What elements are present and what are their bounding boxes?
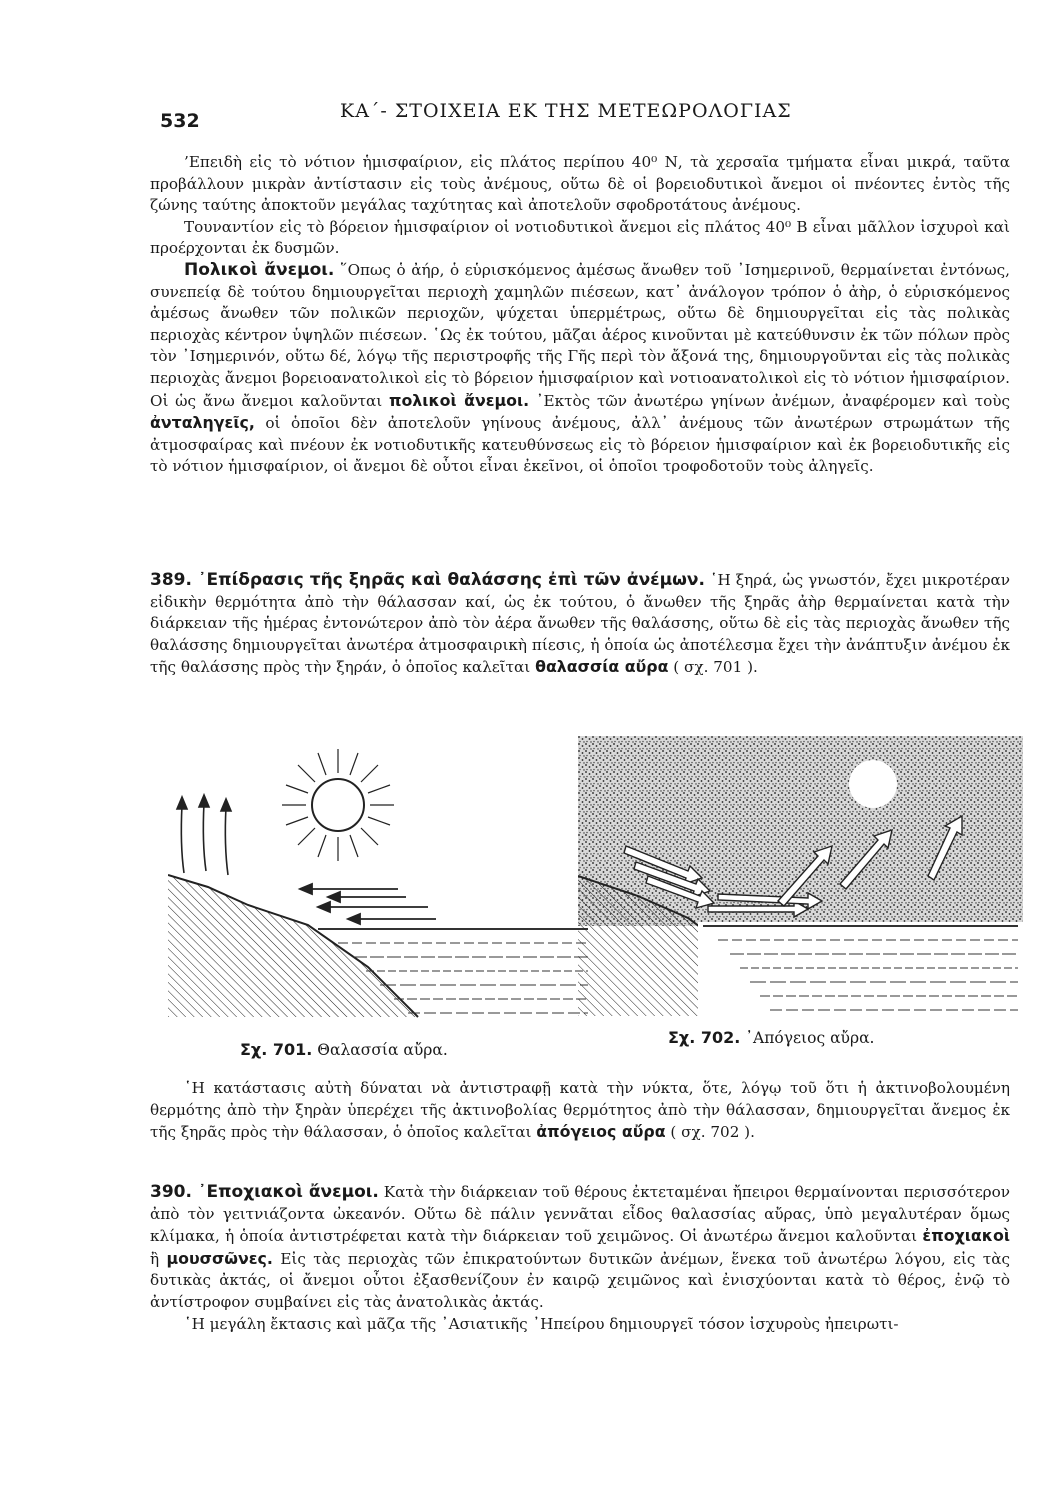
figure-701-title: Θαλασσία αὔρα. [312, 1041, 448, 1059]
page-header [160, 100, 1020, 130]
section-389-ref: ( σχ. 701 ). [668, 658, 758, 677]
land-breeze-text [150, 1078, 1010, 1144]
polar-text-3: οἱ ὁποῖοι δὲν ἀποτελοῦν γηίνους ἀνέμους, ἀλλ᾿ ἀνέμους τῶν ἀνωτέρων στρωμάτων τῆς ἀτμοσφαίρας καὶ πνέουν ἐκ νοτιοδυτικῆς κατευθύνσεως εἰς τὸ βόρειον ἡμισφαίριον καὶ ἐκ βορειοδυτικῆς εἰς τὸ νότιον ἡμισφαίριον, οἱ ἄνεμοι δὲ οὗτοι εἶναι ἐκεῖνοι, οἱ ὁποῖοι τροφοδοτοῦν τοὺς ἀληγεῖς. [150, 414, 1010, 476]
figure-701-number: Σχ. 701. [240, 1040, 313, 1059]
paragraph-northern-hemisphere: Τουναντίον εἰς τὸ βόρειον ἡμισφαίριον οἱ νοτιοδυτικοὶ ἄνεμοι εἰς πλάτος 40⁰ Β εἶναι μᾶλλον ἰσχυροὶ καὶ προέρχονται ἐκ δυσμῶν. [150, 217, 1010, 258]
seasonal-winds-term: ἐποχιακοὶ [922, 1226, 1010, 1246]
section-390-text-1: Κατὰ τὴν διάρκειαν τοῦ θέρους ἐκτεταμέναι ἤπειροι θερμαίνονται περισσότερον ἀπὸ τὸν γειτνιάζοντα ὠκεανόν. Οὕτω δὲ πάλιν γεννᾶται εἶδος θαλασσίας αὔρας, ὑπὸ μεγαλυτέραν ὅμως κλίμακα, ἡ ὁποία ἀντιστρέφεται κατὰ τὴν διάρκειαν τοῦ χειμῶνος. Οἱ ἀνωτέρω ἄνεμοι καλοῦνται [150, 1183, 1010, 1246]
paragraph-polar-winds [150, 260, 1010, 478]
land-breeze-term: ἀπόγειος αὔρα [536, 1122, 666, 1142]
figure-702-number: Σχ. 702. [668, 1028, 741, 1047]
sun-icon [282, 749, 394, 861]
section-390-heading: 390. ᾿Εποχιακοὶ ἄνεμοι. [150, 1182, 379, 1202]
section-390-mid: ἢ [150, 1249, 167, 1268]
paragraph-asian-continent: ῾Η μεγάλη ἔκτασις καὶ μᾶζα τῆς ᾿Ασιατικῆς ᾿Ηπείρου δημιουργεῖ τόσον ἰσχυροὺς ἠπειρωτι- [184, 1314, 899, 1333]
section-389-heading: 389. ᾿Επίδρασις τῆς ξηρᾶς καὶ θαλάσσης ἐπὶ τῶν ἀνέμων. [150, 570, 705, 590]
sea-surface [698, 922, 1023, 1021]
running-head: ΚΑ΄- ΣΤΟΙΧΕΙΑ ΕΚ ΤΗΣ ΜΕΤΕΩΡΟΛΟΓΙΑΣ [340, 100, 792, 122]
antitrade-term: ἀνταληγεῖς, [150, 413, 255, 433]
paragraph-monsoons [150, 1182, 1010, 1314]
figure-702-title: ᾿Απόγειος αὔρα. [740, 1029, 875, 1047]
land-breeze-ref: ( σχ. 702 ). [665, 1123, 755, 1142]
figure-701-caption [240, 1040, 448, 1059]
paragraph-sea-breeze [150, 570, 1010, 679]
figure-702-land-breeze [578, 736, 1023, 1021]
sea-breeze-arrows [300, 884, 436, 924]
paragraph-southern-hemisphere: ’Επειδὴ εἰς τὸ νότιον ἡμισφαίριον, εἰς πλάτος περίπου 40⁰ Ν, τὰ χερσαῖα τμήματα εἶναι μικρά, ταῦτα προβάλλουν μικρὰν ἀντίστασιν εἰς τοὺς ἀνέμους, οὕτω δὲ οἱ βορειοδυτικοὶ ἄνεμοι οἱ πνέοντες ἐντὸς τῆς ζώνης ταύτης ἀποκτοῦν μεγάλας ταχύτητας καὶ ἀποτελοῦν σφοδροτάτους ἀνέμους. [150, 153, 1010, 215]
section-389 [150, 570, 1010, 679]
paragraph-land-breeze [150, 1078, 1010, 1144]
section-389-text: ῾Η ξηρά, ὡς γνωστόν, ἔχει μικροτέραν εἰδικὴν θερμότητα ἀπὸ τὴν θάλασσαν καί, ὡς ἐκ τούτου, ὁ ἄνωθεν τῆς ξηρᾶς ἀὴρ θερμαίνεται κατὰ τὴν διάρκειαν τῆς ἡμέρας ἐντονώτερον ἀπὸ τὸν ἀέρα ἄνωθεν τῆς θαλάσσης, οὕτω δὲ εἰς τὰς περιοχὰς ἄνωθεν τῆς θαλάσσης δημιουργεῖται ἀνωτέρα ἀτμοσφαιρικὴ πίεσις, ἡ ὁποία ὡς ἀποτέλεσμα ἔχει τὴν ἀνάπτυξιν ἀνέμου ἐκ τῆς θαλάσσης πρὸς τὴν ξηράν, ὁ ὁποῖος καλεῖται [150, 571, 1011, 677]
section-390 [150, 1182, 1010, 1335]
polar-winds-term: πολικοὶ ἄνεμοι. [388, 390, 530, 410]
figure-701-sea-breeze [168, 745, 598, 1025]
rising-air-arrows [177, 795, 231, 875]
section-390-text-2: Εἰς τὰς περιοχὰς τῶν ἐπικρατούντων δυτικῶν ἀνέμων, ἕνεκα τοῦ ἀνωτέρω λόγου, εἰς τὰς δυτικὰς ἀκτάς, οἱ ἄνεμοι οὗτοι ἐξασθενίζουν ἐν καιρῷ χειμῶνος καὶ ἐνισχύονται κατὰ τὸ θέρος, ἐνῷ τὸ ἀντίστροφον συμβαίνει εἰς τὰς ἀνατολικὰς ἀκτάς. [150, 1249, 1010, 1311]
polar-text-1: ῞Οπως ὁ ἀήρ, ὁ εὑρισκόμενος ἀμέσως ἄνωθεν τοῦ ᾿Ισημερινοῦ, θερμαίνεται ἐντόνως, συνεπείᾳ δὲ τούτου δημιουργεῖται περιοχὴ χαμηλῶν πιέσεων, κατ᾿ ἀνάλογον τρόπον ὁ ἀὴρ, ὁ εὑρισκόμενος ἀμέσως ἄνωθεν τῶν πολικῶν περιοχῶν, ψύχεται ὑπερμέτρως, οὕτω δὲ δημιουργεῖται εἰς τὰς πολικὰς περιοχὰς κέντρον ὑψηλῶν πιέσεων. ῾Ως ἐκ τούτου, μᾶζαι ἀέρος κινοῦνται μὲ κατεύθυνσιν ἐκ τῶν πόλων πρὸς τὸν ᾿Ισημερινόν, οὕτω δέ, λόγῳ τῆς περιστροφῆς τῆς Γῆς περὶ τὸν ἄξονά της, δημιουργοῦνται εἰς τὰς πολικὰς περιοχὰς ἄνεμοι βορειοανατολικοὶ εἰς τὸ βόρειον ἡμισφαίριον καὶ νοτιοανατολικοὶ εἰς τὸ νότιον ἡμισφαίριον. Οἱ ὡς ἄνω ἄνεμοι καλοῦνται [150, 260, 1010, 410]
polar-winds-heading: Πολικοὶ ἄνεμοι. [184, 259, 335, 280]
intro-text [150, 152, 1010, 478]
land-breeze-body: ῾Η κατάστασις αὐτὴ δύναται νὰ ἀντιστραφῇ κατὰ τὴν νύκτα, ὅτε, λόγῳ τοῦ ὅτι ἡ ἀκτινοβολουμένη θερμότης ἀπὸ τὴν ξηρὰν ὑπερέχει τῆς ἀκτινοβολίας θερμότητος ἀπὸ τὴν θάλασσαν, δημιουργεῖται ἄνεμος ἐκ τῆς ξηρᾶς πρὸς τὴν θάλασσαν, ὁ ὁποῖος καλεῖται [150, 1079, 1010, 1142]
monsoons-term: μουσσῶνες. [166, 1248, 273, 1268]
sea-breeze-term: θαλασσία αὔρα [535, 657, 669, 677]
moon-icon [849, 760, 897, 808]
polar-text-2: ᾿Εκτὸς τῶν ἀνωτέρω γηίνων ἀνέμων, ἀναφέρομεν καὶ τοὺς [529, 391, 1010, 410]
page-number: 532 [160, 110, 200, 132]
figure-702-caption [668, 1028, 874, 1047]
